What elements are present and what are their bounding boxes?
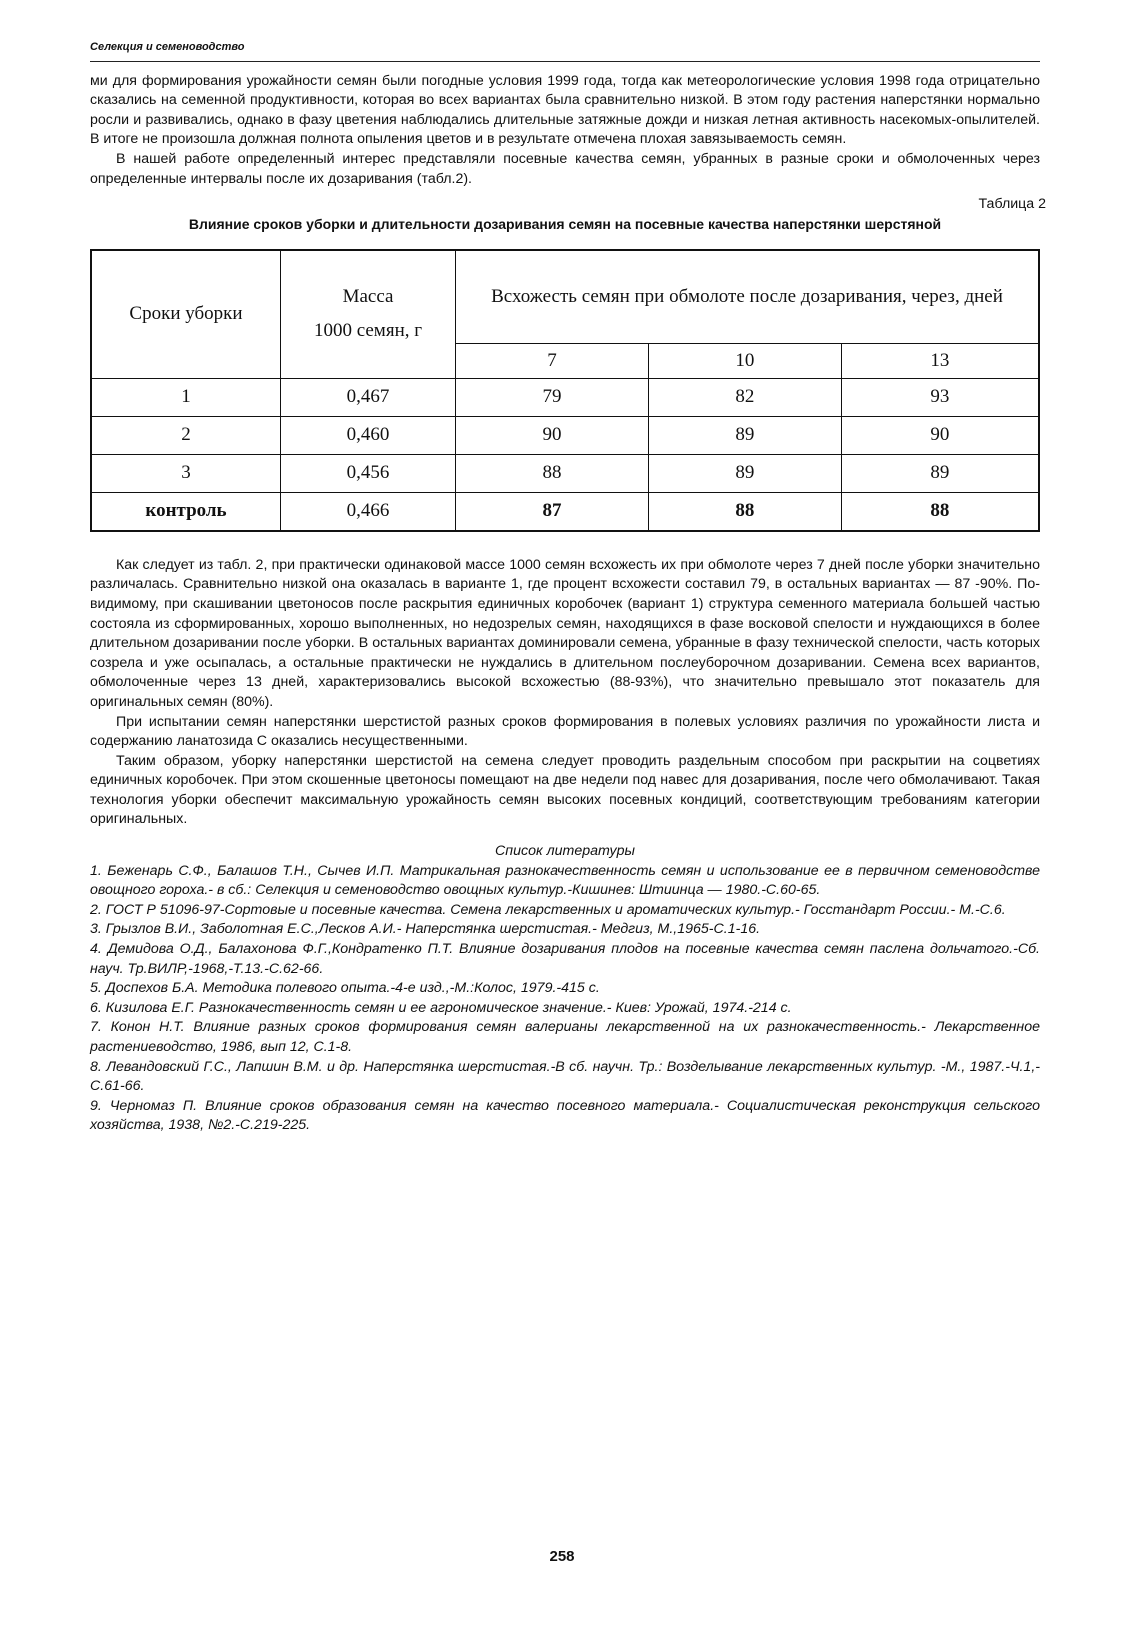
cell-day7: 90 xyxy=(456,416,649,454)
table-header-row xyxy=(91,250,1039,344)
cell-day13: 90 xyxy=(841,416,1039,454)
table-row xyxy=(91,454,1039,492)
header-germination: Всхожесть семян при обмолоте после дозаривания, через, дней xyxy=(456,250,1040,344)
cell-day7: 87 xyxy=(456,492,649,531)
header-harvest: Сроки уборки xyxy=(91,250,281,379)
page-number: 258 xyxy=(549,1548,575,1565)
paragraph-1: ми для формирования урожайности семян были погодные условия 1999 года, тогда как метеорологические условия 1998 года отрицательно сказались на семенной продуктивности, которая во всех вариантах была сравнительно низкой. В этом году растения наперстянки нормально росли и развивались, однако в фазу цветения наблюдались длительные затяжные дожди и низкая летная активность насекомых-опылителей. В итоге не произошла должная полнота опыления цветов и в результате отмечена плохая завязываемость семян. xyxy=(90,72,1040,148)
cell-day13: 88 xyxy=(841,492,1039,531)
header-mass xyxy=(281,250,456,379)
header-day-13: 13 xyxy=(841,343,1039,378)
header-mass-line1: Масса xyxy=(342,286,394,308)
header-day-10: 10 xyxy=(648,343,841,378)
paragraph-2: В нашей работе определенный интерес представляли посевные качества семян, убранных в разные сроки и обмолоченных через определенные интервалы после их дозаривания (табл.2). xyxy=(90,150,1040,187)
page-content xyxy=(90,38,1046,1136)
paragraph-5: Таким образом, уборку наперстянки шерстистой на семена следует проводить раздельным способом при раскрытии на соцветиях единичных коробочек. При этом скошенные цветоносы помещают на две недели под навес для дозаривания, после чего обмолачивают. Такая технология уборки обеспечит максимальную урожайность семян высоких посевных кондиций, соответствующим требованиям категории оригинальных. xyxy=(90,752,1040,828)
header-mass-line2: 1000 семян, г xyxy=(313,320,423,342)
reference-item: 5. Доспехов Б.А. Методика полевого опыта.-4-е изд.,-М.:Колос, 1979.-415 с. xyxy=(90,980,600,997)
reference-item: 2. ГОСТ Р 51096-97-Сортовые и посевные качества. Семена лекарственных и ароматических культур.- Госстандарт России.- М.-С.6. xyxy=(90,901,1006,918)
cell-harvest: 3 xyxy=(91,454,281,492)
cell-day7: 79 xyxy=(456,378,649,416)
paragraph-3: Как следует из табл. 2, при практически одинаковой массе 1000 семян всхожесть их при обмолоте через 7 дней после уборки значительно различалась. Сравнительно низкой она оказалась в варианте 1, где процент всхожести составил 79, в остальных вариантах — 87 -90%. По-видимому, при скашивании цветоносов после раскрытия единичных коробочек (вариант 1) структура семенного материала большей частью состояла из сформированных, хорошо выполненных, но недозрелых семян, находящихся в фазе восковой спелости и нуждающихся в более длительном дозаривании после уборки. В остальных вариантах доминировали семена, убранные в фазу технической спелости, часть которых созрела и уже осыпалась, а остальные практически не нуждались в длительном послеуборочном дозаривании. Семена всех вариантов, обмолоченные через 13 дней, характеризовались высокой всхожестью (88-93%), что значительно превышало этот показатель для оригинальных семян (80%). xyxy=(90,556,1040,710)
reference-item: 9. Черномаз П. Влияние сроков образования семян на качество посевного материала.- Социалистическая реконструкция сельского хозяйства, 1938, №2.-С.219-225. xyxy=(90,1097,1040,1134)
table-row xyxy=(91,492,1039,531)
table-row xyxy=(91,378,1039,416)
running-head: Селекция и семеноводство xyxy=(90,38,1040,62)
cell-day13: 89 xyxy=(841,454,1039,492)
cell-mass: 0,467 xyxy=(281,378,456,416)
cell-mass: 0,466 xyxy=(281,492,456,531)
reference-item: 1. Беженарь С.Ф., Балашов Т.Н., Сычев И.П. Матрикальная разнокачественность семян и использование ее в первичном семеноводстве овощного гороха.- в сб.: Селекция и семеноводство овощных культур.-Кишинев: Штиинца — 1980.-С.60-65. xyxy=(90,862,1040,899)
reference-item: 3. Грызлов В.И., Заболотная Е.С.,Лесков А.И.- Наперстянка шерстистая.- Медгиз, М.,1965-С.1-16. xyxy=(90,921,761,938)
cell-day10: 89 xyxy=(648,454,841,492)
cell-day10: 82 xyxy=(648,378,841,416)
reference-item: 8. Левандовский Г.С., Лапшин В.М. и др. Наперстянка шерстистая.-В сб. научн. Тр.: Возделывание лекарственных культур. -М., 1987.-Ч.1,-С.61-66. xyxy=(90,1058,1040,1095)
cell-harvest: контроль xyxy=(91,492,281,531)
table-number: Таблица 2 xyxy=(978,196,1046,213)
references-title: Список литературы xyxy=(495,843,635,860)
paragraph-4: При испытании семян наперстянки шерстистой разных сроков формирования в полевых условиях различия по урожайности листа и содержанию ланатозида С оказались несущественными. xyxy=(90,713,1040,750)
table-row xyxy=(91,416,1039,454)
table-title: Влияние сроков уборки и длительности дозаривания семян на посевные качества наперстянки шерстяной xyxy=(188,215,942,232)
reference-item: 7. Конон Н.Т. Влияние разных сроков формирования семян валерианы лекарственной на их разнокачественность.- Лекарственное растениеводство, 1986, вып 12, С.1-8. xyxy=(90,1019,1040,1055)
cell-harvest: 1 xyxy=(91,378,281,416)
cell-mass: 0,460 xyxy=(281,416,456,454)
discussion xyxy=(90,556,1040,830)
cell-day10: 88 xyxy=(648,492,841,531)
references-list xyxy=(90,862,1040,1136)
cell-harvest: 2 xyxy=(91,416,281,454)
cell-day7: 88 xyxy=(456,454,649,492)
header-day-7: 7 xyxy=(456,343,649,378)
cell-mass: 0,456 xyxy=(281,454,456,492)
cell-day13: 93 xyxy=(841,378,1039,416)
results-table xyxy=(90,249,1040,532)
reference-item: 4. Демидова О.Д., Балахонова Ф.Г.,Кондратенко П.Т. Влияние дозаривания плодов на посевные качества семян паслена дольчатого.-Сб. науч. Тр.ВИЛР,-1968,-Т.13.-С.62-66. xyxy=(90,941,1040,977)
reference-item: 6. Кизилова Е.Г. Разнокачественность семян и ее агрономическое значение.- Киев: Урожай, 1974.-214 с. xyxy=(90,999,792,1016)
cell-day10: 89 xyxy=(648,416,841,454)
